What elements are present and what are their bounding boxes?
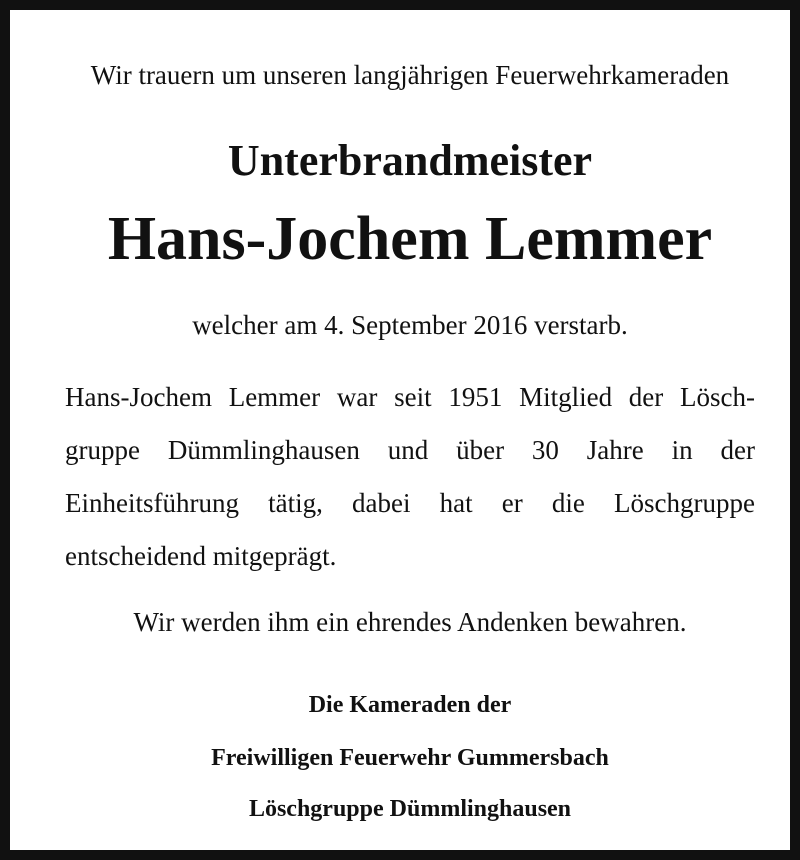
- biography-line-3: Einheitsführung tätig, dabei hat er die Löschgruppe: [65, 488, 755, 518]
- biography-line-1: Hans-Jochem Lemmer war seit 1951 Mitglied der Lösch-: [65, 382, 755, 412]
- deceased-name: Hans-Jochem Lemmer: [107, 205, 713, 273]
- signature-line-1: Die Kameraden der: [308, 692, 512, 718]
- biography-line-2: gruppe Dümmlinghausen und über 30 Jahre in der: [65, 435, 755, 465]
- biography-line-4: entscheidend mitgeprägt.: [65, 541, 337, 571]
- memory-statement: Wir werden ihm ein ehrendes Andenken bewahren.: [133, 607, 687, 637]
- signature-line-2: Freiwilligen Feuerwehr Gummersbach: [211, 745, 609, 771]
- signature-line-3: Löschgruppe Dümmlinghausen: [248, 796, 572, 822]
- biography-paragraph: [65, 371, 755, 583]
- rank-title: Unterbrandmeister: [227, 136, 593, 185]
- death-date-line: welcher am 4. September 2016 verstarb.: [192, 310, 628, 340]
- intro-text: Wir trauern um unseren langjährigen Feuerwehrkameraden: [90, 60, 730, 90]
